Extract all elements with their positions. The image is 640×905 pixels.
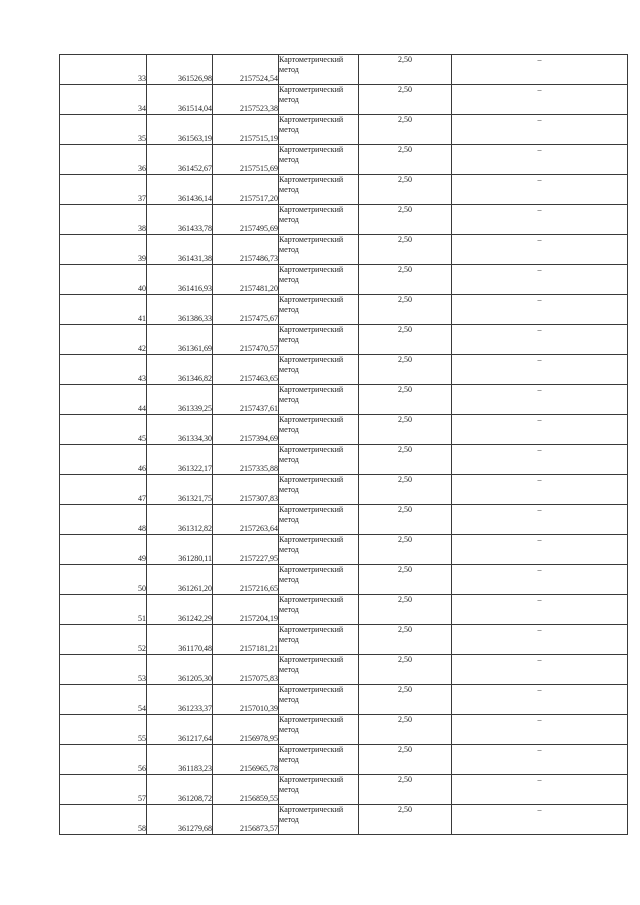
method-line-2: метод <box>279 95 299 104</box>
method-line-1: Картометрический <box>279 595 344 604</box>
description-cell: – <box>452 775 628 805</box>
method-line-2: метод <box>279 635 299 644</box>
method-cell <box>279 115 359 145</box>
method-cell <box>279 805 359 835</box>
table-row <box>60 55 628 85</box>
accuracy-cell: 2,50 <box>359 235 452 265</box>
y-coordinate-cell: 2157394,69 <box>213 415 279 445</box>
table-row <box>60 595 628 625</box>
point-number-cell: 56 <box>60 745 147 775</box>
table-row <box>60 565 628 595</box>
accuracy-cell: 2,50 <box>359 265 452 295</box>
table-row <box>60 745 628 775</box>
accuracy-cell: 2,50 <box>359 625 452 655</box>
point-number-cell: 45 <box>60 415 147 445</box>
x-coordinate-cell: 361279,68 <box>147 805 213 835</box>
description-cell: – <box>452 685 628 715</box>
method-cell <box>279 445 359 475</box>
accuracy-cell: 2,50 <box>359 775 452 805</box>
description-cell: – <box>452 55 628 85</box>
accuracy-cell: 2,50 <box>359 715 452 745</box>
method-cell <box>279 595 359 625</box>
method-line-1: Картометрический <box>279 145 344 154</box>
point-number-cell: 48 <box>60 505 147 535</box>
point-number-cell: 42 <box>60 325 147 355</box>
y-coordinate-cell: 2157524,54 <box>213 55 279 85</box>
x-coordinate-cell: 361261,20 <box>147 565 213 595</box>
description-cell: – <box>452 565 628 595</box>
table-row <box>60 385 628 415</box>
x-coordinate-cell: 361452,67 <box>147 145 213 175</box>
accuracy-cell: 2,50 <box>359 445 452 475</box>
description-cell: – <box>452 235 628 265</box>
method-cell <box>279 325 359 355</box>
accuracy-cell: 2,50 <box>359 85 452 115</box>
method-line-2: метод <box>279 155 299 164</box>
y-coordinate-cell: 2157515,69 <box>213 145 279 175</box>
description-cell: – <box>452 475 628 505</box>
accuracy-cell: 2,50 <box>359 475 452 505</box>
x-coordinate-cell: 361433,78 <box>147 205 213 235</box>
description-cell: – <box>452 355 628 385</box>
method-line-2: метод <box>279 515 299 524</box>
coordinates-table <box>59 54 628 835</box>
method-line-1: Картометрический <box>279 775 344 784</box>
description-cell: – <box>452 85 628 115</box>
method-line-1: Картометрический <box>279 505 344 514</box>
method-line-2: метод <box>279 365 299 374</box>
description-cell: – <box>452 295 628 325</box>
table-row <box>60 205 628 235</box>
point-number-cell: 51 <box>60 595 147 625</box>
method-line-2: метод <box>279 485 299 494</box>
accuracy-cell: 2,50 <box>359 595 452 625</box>
x-coordinate-cell: 361242,29 <box>147 595 213 625</box>
description-cell: – <box>452 265 628 295</box>
y-coordinate-cell: 2157307,83 <box>213 475 279 505</box>
description-cell: – <box>452 325 628 355</box>
method-line-1: Картометрический <box>279 655 344 664</box>
method-cell <box>279 175 359 205</box>
table-row <box>60 685 628 715</box>
method-cell <box>279 145 359 175</box>
accuracy-cell: 2,50 <box>359 175 452 205</box>
method-line-1: Картометрический <box>279 445 344 454</box>
method-cell <box>279 745 359 775</box>
accuracy-cell: 2,50 <box>359 145 452 175</box>
y-coordinate-cell: 2156873,57 <box>213 805 279 835</box>
method-cell <box>279 535 359 565</box>
point-number-cell: 35 <box>60 115 147 145</box>
coordinates-table-body <box>60 55 628 835</box>
method-line-1: Картометрический <box>279 55 344 64</box>
x-coordinate-cell: 361436,14 <box>147 175 213 205</box>
method-line-1: Картометрический <box>279 535 344 544</box>
method-line-1: Картометрический <box>279 685 344 694</box>
accuracy-cell: 2,50 <box>359 295 452 325</box>
method-line-2: метод <box>279 455 299 464</box>
method-line-2: метод <box>279 695 299 704</box>
x-coordinate-cell: 361514,04 <box>147 85 213 115</box>
table-row <box>60 235 628 265</box>
point-number-cell: 46 <box>60 445 147 475</box>
table-row <box>60 625 628 655</box>
method-cell <box>279 565 359 595</box>
table-row <box>60 145 628 175</box>
y-coordinate-cell: 2156978,95 <box>213 715 279 745</box>
point-number-cell: 55 <box>60 715 147 745</box>
accuracy-cell: 2,50 <box>359 355 452 385</box>
method-line-1: Картометрический <box>279 415 344 424</box>
method-cell <box>279 475 359 505</box>
y-coordinate-cell: 2156859,55 <box>213 775 279 805</box>
table-row <box>60 775 628 805</box>
x-coordinate-cell: 361208,72 <box>147 775 213 805</box>
method-line-1: Картометрический <box>279 385 344 394</box>
accuracy-cell: 2,50 <box>359 385 452 415</box>
y-coordinate-cell: 2157523,38 <box>213 85 279 115</box>
accuracy-cell: 2,50 <box>359 505 452 535</box>
method-line-1: Картометрический <box>279 355 344 364</box>
table-row <box>60 115 628 145</box>
point-number-cell: 40 <box>60 265 147 295</box>
description-cell: – <box>452 175 628 205</box>
accuracy-cell: 2,50 <box>359 685 452 715</box>
y-coordinate-cell: 2157335,88 <box>213 445 279 475</box>
table-row <box>60 475 628 505</box>
y-coordinate-cell: 2157227,95 <box>213 535 279 565</box>
point-number-cell: 52 <box>60 625 147 655</box>
method-line-2: метод <box>279 125 299 134</box>
x-coordinate-cell: 361312,82 <box>147 505 213 535</box>
x-coordinate-cell: 361280,11 <box>147 535 213 565</box>
y-coordinate-cell: 2157481,20 <box>213 265 279 295</box>
method-line-2: метод <box>279 815 299 824</box>
method-cell <box>279 385 359 415</box>
method-line-2: метод <box>279 65 299 74</box>
x-coordinate-cell: 361321,75 <box>147 475 213 505</box>
y-coordinate-cell: 2157517,20 <box>213 175 279 205</box>
table-row <box>60 715 628 745</box>
method-line-2: метод <box>279 545 299 554</box>
method-line-2: метод <box>279 395 299 404</box>
x-coordinate-cell: 361339,25 <box>147 385 213 415</box>
description-cell: – <box>452 655 628 685</box>
method-line-2: метод <box>279 215 299 224</box>
method-line-2: метод <box>279 725 299 734</box>
point-number-cell: 44 <box>60 385 147 415</box>
document-page <box>59 54 627 835</box>
point-number-cell: 36 <box>60 145 147 175</box>
x-coordinate-cell: 361334,30 <box>147 415 213 445</box>
method-line-1: Картометрический <box>279 565 344 574</box>
x-coordinate-cell: 361386,33 <box>147 295 213 325</box>
method-line-1: Картометрический <box>279 805 344 814</box>
method-cell <box>279 205 359 235</box>
x-coordinate-cell: 361431,38 <box>147 235 213 265</box>
method-line-1: Картометрический <box>279 325 344 334</box>
x-coordinate-cell: 361233,37 <box>147 685 213 715</box>
method-cell <box>279 715 359 745</box>
method-line-1: Картометрический <box>279 85 344 94</box>
method-line-1: Картометрический <box>279 115 344 124</box>
description-cell: – <box>452 385 628 415</box>
accuracy-cell: 2,50 <box>359 565 452 595</box>
y-coordinate-cell: 2157075,83 <box>213 655 279 685</box>
method-cell <box>279 85 359 115</box>
method-line-2: метод <box>279 185 299 194</box>
table-row <box>60 325 628 355</box>
point-number-cell: 41 <box>60 295 147 325</box>
method-line-1: Картометрический <box>279 745 344 754</box>
method-line-1: Картометрический <box>279 235 344 244</box>
table-row <box>60 505 628 535</box>
y-coordinate-cell: 2157437,61 <box>213 385 279 415</box>
method-cell <box>279 265 359 295</box>
table-row <box>60 175 628 205</box>
accuracy-cell: 2,50 <box>359 745 452 775</box>
accuracy-cell: 2,50 <box>359 55 452 85</box>
description-cell: – <box>452 415 628 445</box>
description-cell: – <box>452 595 628 625</box>
point-number-cell: 37 <box>60 175 147 205</box>
point-number-cell: 34 <box>60 85 147 115</box>
y-coordinate-cell: 2157486,73 <box>213 235 279 265</box>
y-coordinate-cell: 2156965,78 <box>213 745 279 775</box>
method-cell <box>279 415 359 445</box>
y-coordinate-cell: 2157515,19 <box>213 115 279 145</box>
method-line-1: Картометрический <box>279 205 344 214</box>
method-line-2: метод <box>279 245 299 254</box>
x-coordinate-cell: 361563,19 <box>147 115 213 145</box>
point-number-cell: 50 <box>60 565 147 595</box>
method-line-2: метод <box>279 335 299 344</box>
x-coordinate-cell: 361217,64 <box>147 715 213 745</box>
accuracy-cell: 2,50 <box>359 805 452 835</box>
point-number-cell: 43 <box>60 355 147 385</box>
method-line-1: Картометрический <box>279 625 344 634</box>
method-line-1: Картометрический <box>279 715 344 724</box>
y-coordinate-cell: 2157475,67 <box>213 295 279 325</box>
description-cell: – <box>452 805 628 835</box>
method-line-2: метод <box>279 605 299 614</box>
method-line-2: метод <box>279 575 299 584</box>
accuracy-cell: 2,50 <box>359 115 452 145</box>
y-coordinate-cell: 2157470,57 <box>213 325 279 355</box>
method-line-2: метод <box>279 275 299 284</box>
x-coordinate-cell: 361526,98 <box>147 55 213 85</box>
method-line-2: метод <box>279 305 299 314</box>
x-coordinate-cell: 361416,93 <box>147 265 213 295</box>
point-number-cell: 54 <box>60 685 147 715</box>
method-cell <box>279 295 359 325</box>
y-coordinate-cell: 2157010,39 <box>213 685 279 715</box>
description-cell: – <box>452 715 628 745</box>
point-number-cell: 38 <box>60 205 147 235</box>
method-line-1: Картометрический <box>279 475 344 484</box>
point-number-cell: 57 <box>60 775 147 805</box>
table-row <box>60 295 628 325</box>
table-row <box>60 445 628 475</box>
description-cell: – <box>452 145 628 175</box>
point-number-cell: 53 <box>60 655 147 685</box>
x-coordinate-cell: 361205,30 <box>147 655 213 685</box>
method-cell <box>279 625 359 655</box>
table-row <box>60 535 628 565</box>
x-coordinate-cell: 361361,69 <box>147 325 213 355</box>
method-line-2: метод <box>279 665 299 674</box>
table-row <box>60 85 628 115</box>
y-coordinate-cell: 2157263,64 <box>213 505 279 535</box>
x-coordinate-cell: 361183,23 <box>147 745 213 775</box>
method-line-1: Картометрический <box>279 175 344 184</box>
method-line-1: Картометрический <box>279 295 344 304</box>
description-cell: – <box>452 505 628 535</box>
description-cell: – <box>452 115 628 145</box>
x-coordinate-cell: 361170,48 <box>147 625 213 655</box>
accuracy-cell: 2,50 <box>359 535 452 565</box>
description-cell: – <box>452 625 628 655</box>
y-coordinate-cell: 2157216,65 <box>213 565 279 595</box>
description-cell: – <box>452 205 628 235</box>
method-cell <box>279 655 359 685</box>
point-number-cell: 49 <box>60 535 147 565</box>
method-line-2: метод <box>279 425 299 434</box>
y-coordinate-cell: 2157463,65 <box>213 355 279 385</box>
x-coordinate-cell: 361322,17 <box>147 445 213 475</box>
table-row <box>60 355 628 385</box>
y-coordinate-cell: 2157495,69 <box>213 205 279 235</box>
method-line-2: метод <box>279 755 299 764</box>
table-row <box>60 655 628 685</box>
table-row <box>60 805 628 835</box>
method-cell <box>279 355 359 385</box>
table-row <box>60 415 628 445</box>
method-cell <box>279 235 359 265</box>
method-line-1: Картометрический <box>279 265 344 274</box>
table-row <box>60 265 628 295</box>
accuracy-cell: 2,50 <box>359 205 452 235</box>
accuracy-cell: 2,50 <box>359 325 452 355</box>
point-number-cell: 39 <box>60 235 147 265</box>
description-cell: – <box>452 445 628 475</box>
point-number-cell: 33 <box>60 55 147 85</box>
point-number-cell: 47 <box>60 475 147 505</box>
method-cell <box>279 775 359 805</box>
x-coordinate-cell: 361346,82 <box>147 355 213 385</box>
method-cell <box>279 505 359 535</box>
method-line-2: метод <box>279 785 299 794</box>
accuracy-cell: 2,50 <box>359 415 452 445</box>
method-cell <box>279 685 359 715</box>
method-cell <box>279 55 359 85</box>
description-cell: – <box>452 535 628 565</box>
description-cell: – <box>452 745 628 775</box>
y-coordinate-cell: 2157204,19 <box>213 595 279 625</box>
y-coordinate-cell: 2157181,21 <box>213 625 279 655</box>
accuracy-cell: 2,50 <box>359 655 452 685</box>
point-number-cell: 58 <box>60 805 147 835</box>
